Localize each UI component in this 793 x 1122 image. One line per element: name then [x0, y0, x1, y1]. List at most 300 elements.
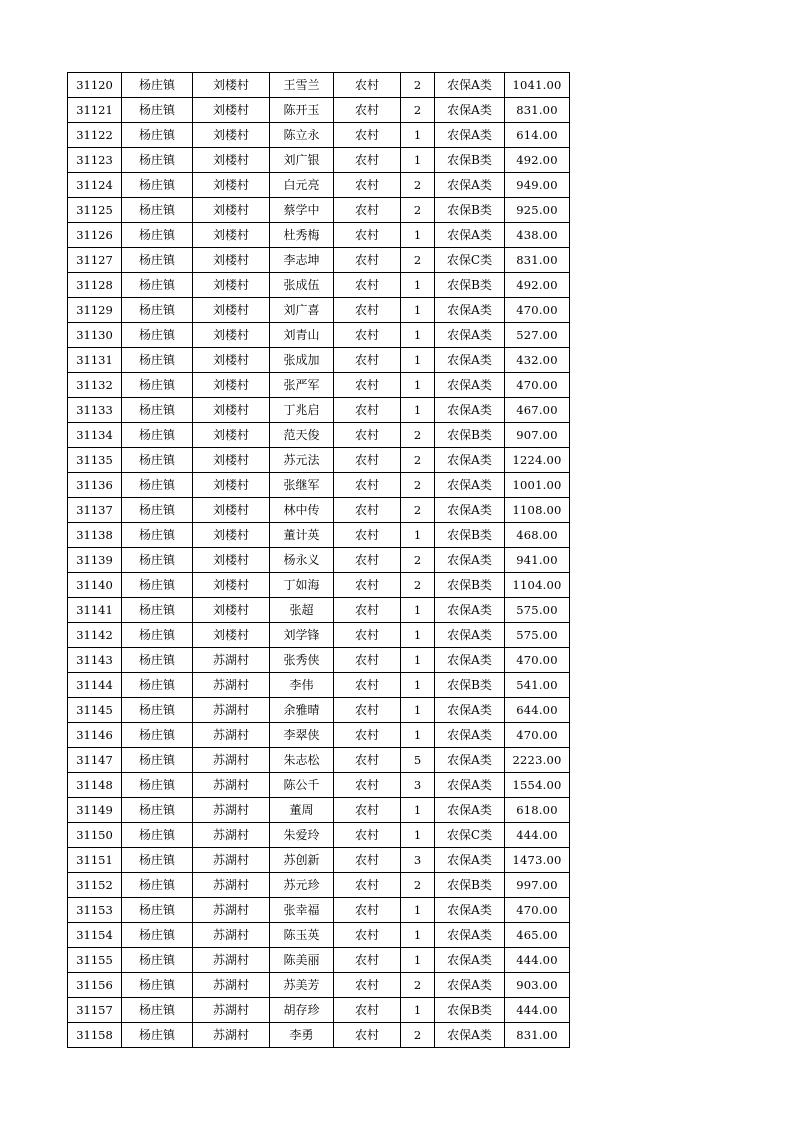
type-cell: 农村 [334, 998, 401, 1023]
id-cell: 31141 [68, 598, 122, 623]
town-cell: 杨庄镇 [122, 398, 193, 423]
table-row [68, 673, 570, 698]
town-cell: 杨庄镇 [122, 748, 193, 773]
name-cell: 朱爱玲 [270, 823, 334, 848]
name-cell: 刘广喜 [270, 298, 334, 323]
id-cell: 31134 [68, 423, 122, 448]
table-row [68, 973, 570, 998]
count-cell: 2 [401, 98, 435, 123]
amount-cell: 941.00 [505, 548, 570, 573]
id-cell: 31131 [68, 348, 122, 373]
id-cell: 31124 [68, 173, 122, 198]
id-cell: 31149 [68, 798, 122, 823]
id-cell: 31127 [68, 248, 122, 273]
type-cell: 农村 [334, 773, 401, 798]
name-cell: 胡存珍 [270, 998, 334, 1023]
count-cell: 2 [401, 73, 435, 98]
id-cell: 31152 [68, 873, 122, 898]
town-cell: 杨庄镇 [122, 698, 193, 723]
town-cell: 杨庄镇 [122, 148, 193, 173]
village-cell: 苏湖村 [193, 973, 270, 998]
table-row [68, 823, 570, 848]
table-row [68, 698, 570, 723]
category-cell: 农保A类 [435, 923, 505, 948]
id-cell: 31138 [68, 523, 122, 548]
table-row [68, 298, 570, 323]
town-cell: 杨庄镇 [122, 923, 193, 948]
amount-cell: 1554.00 [505, 773, 570, 798]
category-cell: 农保C类 [435, 248, 505, 273]
name-cell: 董周 [270, 798, 334, 823]
count-cell: 2 [401, 548, 435, 573]
category-cell: 农保A类 [435, 748, 505, 773]
id-cell: 31128 [68, 273, 122, 298]
amount-cell: 492.00 [505, 273, 570, 298]
town-cell: 杨庄镇 [122, 523, 193, 548]
category-cell: 农保A类 [435, 773, 505, 798]
town-cell: 杨庄镇 [122, 573, 193, 598]
category-cell: 农保A类 [435, 648, 505, 673]
town-cell: 杨庄镇 [122, 248, 193, 273]
table-row [68, 998, 570, 1023]
type-cell: 农村 [334, 398, 401, 423]
table-row [68, 123, 570, 148]
count-cell: 3 [401, 773, 435, 798]
name-cell: 苏元法 [270, 448, 334, 473]
village-cell: 苏湖村 [193, 848, 270, 873]
id-cell: 31130 [68, 323, 122, 348]
amount-cell: 541.00 [505, 673, 570, 698]
town-cell: 杨庄镇 [122, 323, 193, 348]
category-cell: 农保A类 [435, 723, 505, 748]
category-cell: 农保B类 [435, 273, 505, 298]
village-cell: 刘楼村 [193, 498, 270, 523]
category-cell: 农保A类 [435, 598, 505, 623]
count-cell: 1 [401, 998, 435, 1023]
count-cell: 2 [401, 248, 435, 273]
category-cell: 农保A类 [435, 223, 505, 248]
amount-cell: 831.00 [505, 1023, 570, 1048]
category-cell: 农保B类 [435, 523, 505, 548]
table-row [68, 273, 570, 298]
type-cell: 农村 [334, 1023, 401, 1048]
name-cell: 张幸福 [270, 898, 334, 923]
amount-cell: 1473.00 [505, 848, 570, 873]
village-cell: 苏湖村 [193, 798, 270, 823]
village-cell: 苏湖村 [193, 773, 270, 798]
table-row [68, 323, 570, 348]
table-row [68, 373, 570, 398]
id-cell: 31126 [68, 223, 122, 248]
amount-cell: 465.00 [505, 923, 570, 948]
category-cell: 农保A类 [435, 498, 505, 523]
id-cell: 31122 [68, 123, 122, 148]
id-cell: 31135 [68, 448, 122, 473]
id-cell: 31148 [68, 773, 122, 798]
amount-cell: 1224.00 [505, 448, 570, 473]
type-cell: 农村 [334, 273, 401, 298]
count-cell: 1 [401, 948, 435, 973]
amount-cell: 614.00 [505, 123, 570, 148]
type-cell: 农村 [334, 523, 401, 548]
count-cell: 1 [401, 148, 435, 173]
count-cell: 2 [401, 423, 435, 448]
name-cell: 李伟 [270, 673, 334, 698]
category-cell: 农保A类 [435, 623, 505, 648]
village-cell: 苏湖村 [193, 648, 270, 673]
id-cell: 31146 [68, 723, 122, 748]
table-row [68, 723, 570, 748]
count-cell: 1 [401, 223, 435, 248]
count-cell: 2 [401, 198, 435, 223]
name-cell: 李志坤 [270, 248, 334, 273]
amount-cell: 468.00 [505, 523, 570, 548]
id-cell: 31154 [68, 923, 122, 948]
amount-cell: 467.00 [505, 398, 570, 423]
name-cell: 陈美丽 [270, 948, 334, 973]
name-cell: 苏美芳 [270, 973, 334, 998]
count-cell: 1 [401, 348, 435, 373]
amount-cell: 907.00 [505, 423, 570, 448]
category-cell: 农保A类 [435, 73, 505, 98]
town-cell: 杨庄镇 [122, 948, 193, 973]
count-cell: 1 [401, 923, 435, 948]
category-cell: 农保A类 [435, 848, 505, 873]
count-cell: 1 [401, 623, 435, 648]
town-cell: 杨庄镇 [122, 223, 193, 248]
category-cell: 农保A类 [435, 98, 505, 123]
name-cell: 张继军 [270, 473, 334, 498]
type-cell: 农村 [334, 448, 401, 473]
type-cell: 农村 [334, 323, 401, 348]
town-cell: 杨庄镇 [122, 473, 193, 498]
id-cell: 31132 [68, 373, 122, 398]
table-row [68, 848, 570, 873]
name-cell: 蔡学中 [270, 198, 334, 223]
name-cell: 丁如海 [270, 573, 334, 598]
count-cell: 2 [401, 973, 435, 998]
table-row [68, 548, 570, 573]
name-cell: 朱志松 [270, 748, 334, 773]
category-cell: 农保A类 [435, 473, 505, 498]
village-cell: 刘楼村 [193, 223, 270, 248]
count-cell: 1 [401, 598, 435, 623]
village-cell: 苏湖村 [193, 748, 270, 773]
village-cell: 刘楼村 [193, 148, 270, 173]
table-row [68, 223, 570, 248]
village-cell: 刘楼村 [193, 73, 270, 98]
roster-body [68, 73, 570, 1048]
town-cell: 杨庄镇 [122, 73, 193, 98]
id-cell: 31140 [68, 573, 122, 598]
village-cell: 苏湖村 [193, 1023, 270, 1048]
amount-cell: 644.00 [505, 698, 570, 723]
type-cell: 农村 [334, 823, 401, 848]
category-cell: 农保B类 [435, 673, 505, 698]
id-cell: 31157 [68, 998, 122, 1023]
village-cell: 刘楼村 [193, 398, 270, 423]
count-cell: 3 [401, 848, 435, 873]
table-row [68, 798, 570, 823]
name-cell: 李勇 [270, 1023, 334, 1048]
category-cell: 农保A类 [435, 348, 505, 373]
town-cell: 杨庄镇 [122, 973, 193, 998]
type-cell: 农村 [334, 673, 401, 698]
table-row [68, 773, 570, 798]
town-cell: 杨庄镇 [122, 123, 193, 148]
count-cell: 2 [401, 573, 435, 598]
count-cell: 1 [401, 373, 435, 398]
count-cell: 1 [401, 798, 435, 823]
town-cell: 杨庄镇 [122, 348, 193, 373]
id-cell: 31151 [68, 848, 122, 873]
id-cell: 31137 [68, 498, 122, 523]
town-cell: 杨庄镇 [122, 673, 193, 698]
name-cell: 董计英 [270, 523, 334, 548]
table-row [68, 498, 570, 523]
amount-cell: 1104.00 [505, 573, 570, 598]
table-row [68, 523, 570, 548]
id-cell: 31145 [68, 698, 122, 723]
id-cell: 31133 [68, 398, 122, 423]
count-cell: 1 [401, 698, 435, 723]
town-cell: 杨庄镇 [122, 548, 193, 573]
table-row [68, 198, 570, 223]
count-cell: 2 [401, 448, 435, 473]
type-cell: 农村 [334, 923, 401, 948]
village-cell: 苏湖村 [193, 923, 270, 948]
town-cell: 杨庄镇 [122, 723, 193, 748]
count-cell: 1 [401, 323, 435, 348]
village-cell: 刘楼村 [193, 373, 270, 398]
amount-cell: 997.00 [505, 873, 570, 898]
amount-cell: 527.00 [505, 323, 570, 348]
category-cell: 农保A类 [435, 298, 505, 323]
type-cell: 农村 [334, 498, 401, 523]
village-cell: 刘楼村 [193, 123, 270, 148]
village-cell: 刘楼村 [193, 273, 270, 298]
type-cell: 农村 [334, 573, 401, 598]
name-cell: 张成加 [270, 348, 334, 373]
village-cell: 刘楼村 [193, 248, 270, 273]
amount-cell: 470.00 [505, 898, 570, 923]
type-cell: 农村 [334, 548, 401, 573]
category-cell: 农保B类 [435, 873, 505, 898]
table-row [68, 148, 570, 173]
count-cell: 1 [401, 123, 435, 148]
id-cell: 31143 [68, 648, 122, 673]
category-cell: 农保B类 [435, 998, 505, 1023]
amount-cell: 618.00 [505, 798, 570, 823]
village-cell: 刘楼村 [193, 473, 270, 498]
name-cell: 林中传 [270, 498, 334, 523]
amount-cell: 575.00 [505, 598, 570, 623]
village-cell: 苏湖村 [193, 998, 270, 1023]
village-cell: 刘楼村 [193, 598, 270, 623]
name-cell: 张秀侠 [270, 648, 334, 673]
id-cell: 31147 [68, 748, 122, 773]
village-cell: 刘楼村 [193, 198, 270, 223]
count-cell: 1 [401, 298, 435, 323]
type-cell: 农村 [334, 848, 401, 873]
type-cell: 农村 [334, 898, 401, 923]
village-cell: 刘楼村 [193, 448, 270, 473]
amount-cell: 470.00 [505, 723, 570, 748]
name-cell: 白元亮 [270, 173, 334, 198]
category-cell: 农保A类 [435, 173, 505, 198]
id-cell: 31121 [68, 98, 122, 123]
amount-cell: 444.00 [505, 823, 570, 848]
type-cell: 农村 [334, 348, 401, 373]
category-cell: 农保B类 [435, 198, 505, 223]
id-cell: 31136 [68, 473, 122, 498]
table-row [68, 573, 570, 598]
category-cell: 农保A类 [435, 398, 505, 423]
amount-cell: 925.00 [505, 198, 570, 223]
count-cell: 1 [401, 823, 435, 848]
amount-cell: 831.00 [505, 248, 570, 273]
count-cell: 2 [401, 498, 435, 523]
table-row [68, 873, 570, 898]
id-cell: 31150 [68, 823, 122, 848]
town-cell: 杨庄镇 [122, 798, 193, 823]
village-cell: 苏湖村 [193, 723, 270, 748]
count-cell: 1 [401, 723, 435, 748]
amount-cell: 1108.00 [505, 498, 570, 523]
type-cell: 农村 [334, 873, 401, 898]
table-row [68, 748, 570, 773]
id-cell: 31125 [68, 198, 122, 223]
id-cell: 31156 [68, 973, 122, 998]
town-cell: 杨庄镇 [122, 423, 193, 448]
type-cell: 农村 [334, 748, 401, 773]
name-cell: 陈公千 [270, 773, 334, 798]
table-row [68, 898, 570, 923]
town-cell: 杨庄镇 [122, 898, 193, 923]
village-cell: 苏湖村 [193, 673, 270, 698]
village-cell: 苏湖村 [193, 948, 270, 973]
village-cell: 刘楼村 [193, 623, 270, 648]
table-row [68, 173, 570, 198]
town-cell: 杨庄镇 [122, 198, 193, 223]
id-cell: 31120 [68, 73, 122, 98]
count-cell: 2 [401, 473, 435, 498]
name-cell: 张严军 [270, 373, 334, 398]
type-cell: 农村 [334, 148, 401, 173]
town-cell: 杨庄镇 [122, 1023, 193, 1048]
name-cell: 刘学锋 [270, 623, 334, 648]
count-cell: 1 [401, 648, 435, 673]
village-cell: 苏湖村 [193, 823, 270, 848]
roster-table [67, 72, 570, 1048]
table-row [68, 948, 570, 973]
category-cell: 农保A类 [435, 323, 505, 348]
name-cell: 苏元珍 [270, 873, 334, 898]
town-cell: 杨庄镇 [122, 623, 193, 648]
name-cell: 刘青山 [270, 323, 334, 348]
amount-cell: 1001.00 [505, 473, 570, 498]
amount-cell: 949.00 [505, 173, 570, 198]
type-cell: 农村 [334, 198, 401, 223]
category-cell: 农保A类 [435, 373, 505, 398]
amount-cell: 432.00 [505, 348, 570, 373]
type-cell: 农村 [334, 948, 401, 973]
category-cell: 农保A类 [435, 698, 505, 723]
name-cell: 张成伍 [270, 273, 334, 298]
category-cell: 农保A类 [435, 973, 505, 998]
amount-cell: 2223.00 [505, 748, 570, 773]
category-cell: 农保C类 [435, 823, 505, 848]
name-cell: 陈开玉 [270, 98, 334, 123]
name-cell: 丁兆启 [270, 398, 334, 423]
count-cell: 2 [401, 873, 435, 898]
id-cell: 31155 [68, 948, 122, 973]
town-cell: 杨庄镇 [122, 598, 193, 623]
town-cell: 杨庄镇 [122, 773, 193, 798]
category-cell: 农保B类 [435, 423, 505, 448]
name-cell: 杜秀梅 [270, 223, 334, 248]
amount-cell: 470.00 [505, 373, 570, 398]
type-cell: 农村 [334, 298, 401, 323]
table-row [68, 648, 570, 673]
count-cell: 1 [401, 523, 435, 548]
category-cell: 农保B类 [435, 148, 505, 173]
category-cell: 农保A类 [435, 1023, 505, 1048]
type-cell: 农村 [334, 248, 401, 273]
type-cell: 农村 [334, 173, 401, 198]
table-row [68, 473, 570, 498]
table-row [68, 73, 570, 98]
category-cell: 农保A类 [435, 448, 505, 473]
name-cell: 陈玉英 [270, 923, 334, 948]
amount-cell: 438.00 [505, 223, 570, 248]
type-cell: 农村 [334, 798, 401, 823]
amount-cell: 831.00 [505, 98, 570, 123]
type-cell: 农村 [334, 73, 401, 98]
table-row [68, 1023, 570, 1048]
name-cell: 张超 [270, 598, 334, 623]
id-cell: 31139 [68, 548, 122, 573]
town-cell: 杨庄镇 [122, 98, 193, 123]
table-row [68, 448, 570, 473]
village-cell: 刘楼村 [193, 298, 270, 323]
type-cell: 农村 [334, 423, 401, 448]
name-cell: 苏创新 [270, 848, 334, 873]
village-cell: 刘楼村 [193, 523, 270, 548]
count-cell: 1 [401, 273, 435, 298]
amount-cell: 492.00 [505, 148, 570, 173]
village-cell: 刘楼村 [193, 323, 270, 348]
type-cell: 农村 [334, 973, 401, 998]
name-cell: 刘广银 [270, 148, 334, 173]
town-cell: 杨庄镇 [122, 273, 193, 298]
count-cell: 2 [401, 173, 435, 198]
type-cell: 农村 [334, 373, 401, 398]
category-cell: 农保A类 [435, 123, 505, 148]
amount-cell: 903.00 [505, 973, 570, 998]
category-cell: 农保B类 [435, 573, 505, 598]
type-cell: 农村 [334, 648, 401, 673]
name-cell: 李翠侠 [270, 723, 334, 748]
id-cell: 31144 [68, 673, 122, 698]
town-cell: 杨庄镇 [122, 648, 193, 673]
town-cell: 杨庄镇 [122, 448, 193, 473]
village-cell: 刘楼村 [193, 98, 270, 123]
town-cell: 杨庄镇 [122, 498, 193, 523]
category-cell: 农保A类 [435, 548, 505, 573]
type-cell: 农村 [334, 98, 401, 123]
village-cell: 刘楼村 [193, 423, 270, 448]
